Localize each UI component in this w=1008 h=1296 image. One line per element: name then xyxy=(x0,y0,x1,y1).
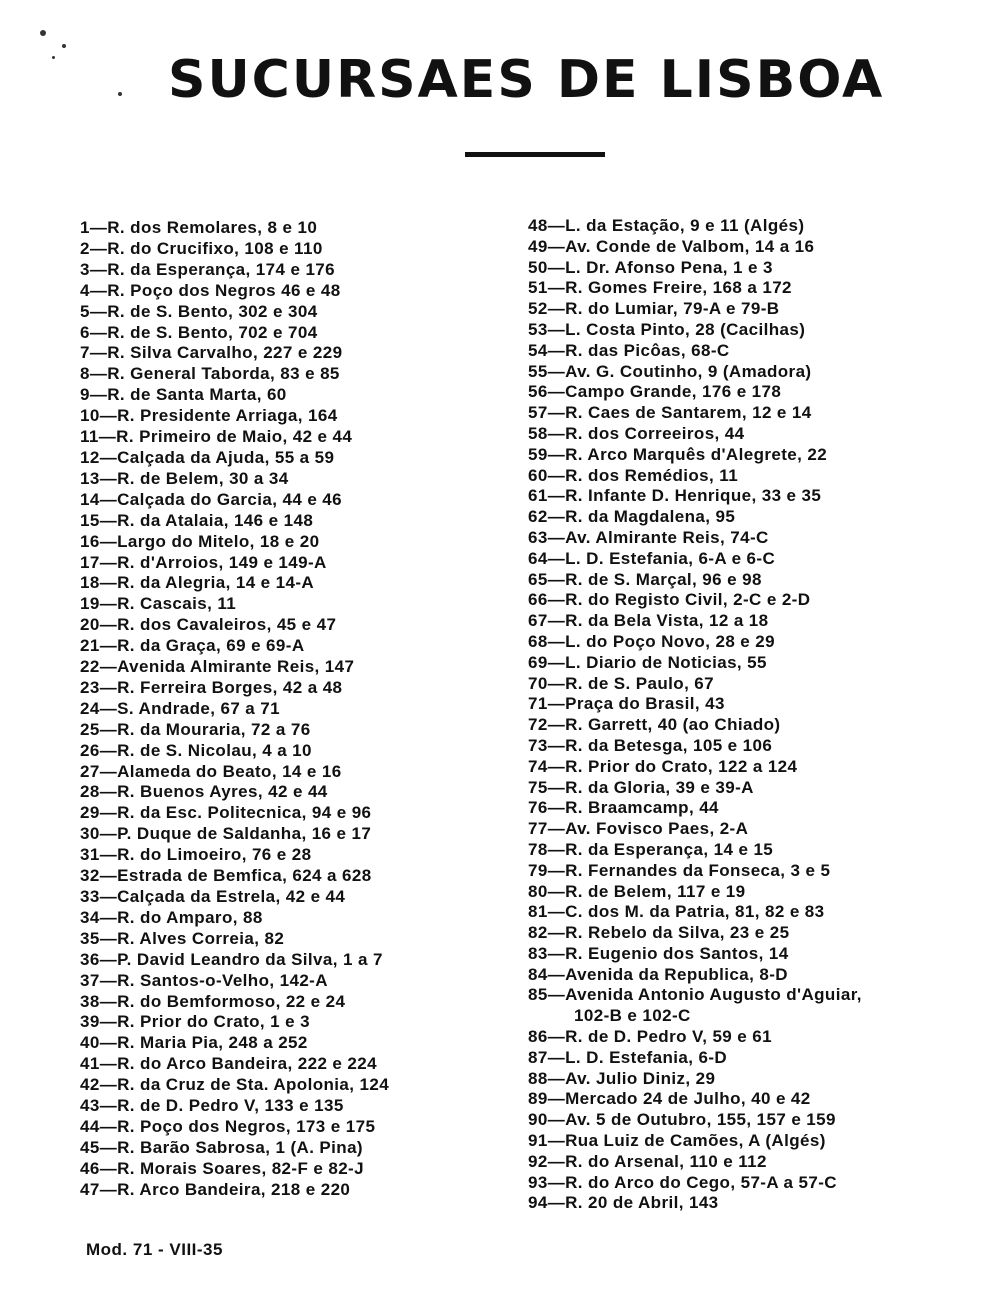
branch-list-item: 28—R. Buenos Ayres, 42 e 44 xyxy=(80,782,328,802)
branch-list-item: 25—R. da Mouraria, 72 a 76 xyxy=(80,719,311,739)
branch-list-item: 75—R. da Gloria, 39 e 39-A xyxy=(528,777,754,797)
ink-speck xyxy=(118,92,122,96)
branch-list-item: 84—Avenida da Republica, 8-D xyxy=(528,964,788,984)
branch-list-item: 8—R. General Taborda, 83 e 85 xyxy=(80,364,340,384)
branch-list-item: 1—R. dos Remolares, 8 e 10 xyxy=(80,218,318,237)
branch-list-item: 68—L. do Poço Novo, 28 e 29 xyxy=(528,631,775,651)
branch-list-item: 19—R. Cascais, 11 xyxy=(80,594,237,614)
ink-speck xyxy=(40,30,46,36)
branch-list-item: 10—R. Presidente Arriaga, 164 xyxy=(80,406,338,426)
branch-list-item: 70—R. de S. Paulo, 67 xyxy=(528,673,715,693)
title-divider xyxy=(465,152,605,157)
branch-list-item: 41—R. do Arco Bandeira, 222 e 224 xyxy=(80,1054,377,1074)
branch-list-item: 24—S. Andrade, 67 a 71 xyxy=(80,698,280,718)
branch-list-item: 57—R. Caes de Santarem, 12 e 14 xyxy=(528,403,812,423)
branch-list-item: 35—R. Alves Correia, 82 xyxy=(80,928,285,948)
branch-list-item: 4—R. Poço dos Negros 46 e 48 xyxy=(80,280,341,300)
page-title: SUCURSAES DE LISBOA xyxy=(168,50,885,110)
branch-list-item: 94—R. 20 de Abril, 143 xyxy=(528,1193,719,1213)
branch-list-item: 27—Alameda do Beato, 14 e 16 xyxy=(80,761,342,781)
branch-list-item: 14—Calçada do Garcia, 44 e 46 xyxy=(80,489,343,509)
branch-list-item: 15—R. da Atalaia, 146 e 148 xyxy=(80,510,314,530)
branch-list-item: 40—R. Maria Pia, 248 a 252 xyxy=(80,1033,308,1053)
branch-list-item: 5—R. de S. Bento, 302 e 304 xyxy=(80,301,318,321)
branch-list-item: 9—R. de Santa Marta, 60 xyxy=(80,385,287,405)
branch-list-item: 74—R. Prior do Crato, 122 a 124 xyxy=(528,756,798,776)
branch-list-item: 48—L. da Estação, 9 e 11 (Algés) xyxy=(528,216,805,235)
branch-list-item: 20—R. dos Cavaleiros, 45 e 47 xyxy=(80,615,337,635)
branch-list-item: 51—R. Gomes Freire, 168 a 172 xyxy=(528,278,792,298)
branch-list-item: 81—C. dos M. da Patria, 81, 82 e 83 xyxy=(528,902,825,922)
branch-list-item: 32—Estrada de Bemfica, 624 a 628 xyxy=(80,866,372,886)
branch-list-item: 34—R. do Amparo, 88 xyxy=(80,907,263,927)
branch-list-item: 2—R. do Crucifixo, 108 e 110 xyxy=(80,238,323,258)
branch-list-item: 86—R. de D. Pedro V, 59 e 61 xyxy=(528,1027,772,1047)
branch-list-item: 61—R. Infante D. Henrique, 33 e 35 xyxy=(528,486,822,506)
branch-list-item: 26—R. de S. Nicolau, 4 a 10 xyxy=(80,740,312,760)
branch-list-item: 52—R. do Lumiar, 79-A e 79-B xyxy=(528,299,780,319)
branch-list-item: 49—Av. Conde de Valbom, 14 a 16 xyxy=(528,236,815,256)
branch-list-item: 43—R. de D. Pedro V, 133 e 135 xyxy=(80,1096,344,1116)
branch-list-item: 38—R. do Bemformoso, 22 e 24 xyxy=(80,991,346,1011)
branch-list-item: 63—Av. Almirante Reis, 74-C xyxy=(528,527,769,547)
branch-list-item: 83—R. Eugenio dos Santos, 14 xyxy=(528,943,789,963)
branch-list-item: 82—R. Rebelo da Silva, 23 e 25 xyxy=(528,923,790,943)
branch-list-item: 23—R. Ferreira Borges, 42 a 48 xyxy=(80,677,343,697)
branch-list-item: 13—R. de Belem, 30 a 34 xyxy=(80,468,289,488)
branch-list-item: 16—Largo do Mitelo, 18 e 20 xyxy=(80,531,320,551)
branch-list-item: 64—L. D. Estefania, 6-A e 6-C xyxy=(528,548,776,568)
branch-list-item: 50—L. Dr. Afonso Pena, 1 e 3 xyxy=(528,257,773,277)
branch-list-item: 42—R. da Cruz de Sta. Apolonia, 124 xyxy=(80,1075,390,1095)
branch-list-item: 44—R. Poço dos Negros, 173 e 175 xyxy=(80,1116,376,1136)
branch-list-item: 69—L. Diario de Noticias, 55 xyxy=(528,652,767,672)
branch-list-item: 45—R. Barão Sabrosa, 1 (A. Pina) xyxy=(80,1137,363,1157)
branch-list-item: 46—R. Morais Soares, 82-F e 82-J xyxy=(80,1158,364,1178)
branch-list-item: 39—R. Prior do Crato, 1 e 3 xyxy=(80,1012,310,1032)
branch-list-item: 36—P. David Leandro da Silva, 1 a 7 xyxy=(80,949,383,969)
branch-list-item: 22—Avenida Almirante Reis, 147 xyxy=(80,657,355,677)
branch-list-item: 54—R. das Picôas, 68-C xyxy=(528,340,730,360)
branch-list-item: 93—R. do Arco do Cego, 57-A a 57-C xyxy=(528,1172,837,1192)
branch-list-item: 88—Av. Julio Diniz, 29 xyxy=(528,1068,716,1088)
branch-list-item: 89—Mercado 24 de Julho, 40 e 42 xyxy=(528,1089,811,1109)
branch-list-item: 66—R. do Registo Civil, 2-C e 2-D xyxy=(528,590,811,610)
branch-list-item: 37—R. Santos-o-Velho, 142-A xyxy=(80,970,328,990)
branch-list-item: 7—R. Silva Carvalho, 227 e 229 xyxy=(80,343,343,363)
branch-list-item: 12—Calçada da Ajuda, 55 a 59 xyxy=(80,447,335,467)
branch-list-item: 17—R. d'Arroios, 149 e 149-A xyxy=(80,552,327,572)
branch-list-item: 92—R. do Arsenal, 110 e 112 xyxy=(528,1151,767,1171)
branch-list-item: 6—R. de S. Bento, 702 e 704 xyxy=(80,322,318,342)
branch-list-item: 77—Av. Fovisco Paes, 2-A xyxy=(528,819,749,839)
branch-list-item: 55—Av. G. Coutinho, 9 (Amadora) xyxy=(528,361,812,381)
branch-list-item: 18—R. da Alegria, 14 e 14-A xyxy=(80,573,315,593)
branch-list-item: 58—R. dos Correeiros, 44 xyxy=(528,423,745,443)
branch-list-item: 90—Av. 5 de Outubro, 155, 157 e 159 xyxy=(528,1110,836,1130)
branch-list-item: 29—R. da Esc. Politecnica, 94 e 96 xyxy=(80,803,372,823)
form-model-code: Mod. 71 - VIII-35 xyxy=(86,1240,223,1259)
branch-list-item: 72—R. Garrett, 40 (ao Chiado) xyxy=(528,715,781,735)
branch-list-item: 30—P. Duque de Saldanha, 16 e 17 xyxy=(80,824,372,844)
branch-list-item: 87—L. D. Estefania, 6-D xyxy=(528,1047,728,1067)
branch-list-item: 79—R. Fernandes da Fonseca, 3 e 5 xyxy=(528,860,831,880)
branch-list-item: 73—R. da Betesga, 105 e 106 xyxy=(528,735,773,755)
branch-list-right xyxy=(528,216,988,1214)
branch-list-item: 71—Praça do Brasil, 43 xyxy=(528,694,725,714)
branch-list-item: 56—Campo Grande, 176 e 178 xyxy=(528,382,782,402)
ink-speck xyxy=(52,56,55,59)
branch-list-item: 85—Avenida Antonio Augusto d'Aguiar, 102-B e 102-C xyxy=(528,985,862,1026)
branch-list-item: 62—R. da Magdalena, 95 xyxy=(528,507,736,527)
branch-list-item: 59—R. Arco Marquês d'Alegrete, 22 xyxy=(528,444,828,464)
branch-list-item: 31—R. do Limoeiro, 76 e 28 xyxy=(80,845,312,865)
branch-list-left xyxy=(80,218,520,1201)
branch-list-item: 76—R. Braamcamp, 44 xyxy=(528,798,719,818)
branch-list-item: 47—R. Arco Bandeira, 218 e 220 xyxy=(80,1179,351,1199)
ink-speck xyxy=(62,44,66,48)
branch-list-item: 67—R. da Bela Vista, 12 a 18 xyxy=(528,611,769,631)
branch-list-item: 78—R. da Esperança, 14 e 15 xyxy=(528,839,774,859)
branch-list-item: 21—R. da Graça, 69 e 69-A xyxy=(80,636,305,656)
branch-list-item: 33—Calçada da Estrela, 42 e 44 xyxy=(80,887,346,906)
branch-list-item: 3—R. da Esperança, 174 e 176 xyxy=(80,259,336,279)
branch-list-item: 91—Rua Luiz de Camões, A (Algés) xyxy=(528,1131,826,1151)
branch-list-item: 11—R. Primeiro de Maio, 42 e 44 xyxy=(80,427,353,447)
branch-list-item: 80—R. de Belem, 117 e 19 xyxy=(528,881,746,901)
branch-list-item: 53—L. Costa Pinto, 28 (Cacilhas) xyxy=(528,319,806,339)
branch-list-item: 65—R. de S. Marçal, 96 e 98 xyxy=(528,569,762,589)
branch-list-item: 60—R. dos Remédios, 11 xyxy=(528,465,739,485)
